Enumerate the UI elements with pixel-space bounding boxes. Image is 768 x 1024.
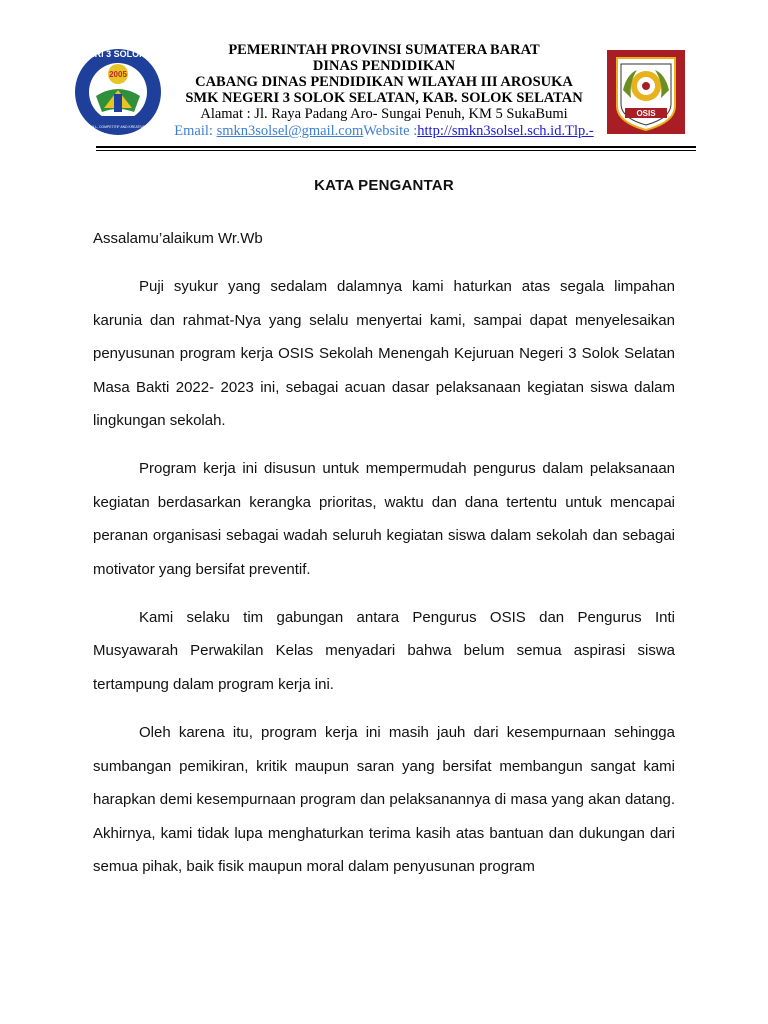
agency-name: DINAS PENDIDIKAN [312, 58, 456, 74]
letterhead-rule-thin [96, 150, 696, 151]
school-emblem-icon [46, 46, 190, 138]
paragraph: Oleh karena itu, program kerja ini masih jauh dari kesempurnaan sehingga sumbangan pemikiran, kritik maupun saran yang bersifat membangun sangat kami harapkan demi kesempurnaan program dan pelaksanannya di masa yang akan datang. Akhirnya, kami tidak lupa menghaturkan terima kasih atas bantuan dan dukungan dari semua pihak, baik fisik maupun moral dalam penyusunan program [93, 724, 675, 875]
website-label: Website : [363, 123, 418, 139]
paragraph: Kami selaku tim gabungan antara Pengurus OSIS dan Pengurus Inti Musyawarah Perwakilan Kelas menyadari bahwa belum semua aspirasi siswa tertampung dalam program kerja ini. [93, 609, 675, 693]
document-title: KATA PENGANTAR [314, 177, 454, 194]
website-link[interactable]: http://smkn3solsel.sch.id.Tlp.- [417, 123, 594, 139]
government-name: PEMERINTAH PROVINSI SUMATERA BARAT [228, 42, 540, 58]
osis-emblem-icon [607, 50, 685, 134]
osis-label: OSIS [636, 109, 656, 118]
school-address: Alamat : Jl. Raya Padang Aro- Sungai Penuh, KM 5 SukaBumi [200, 106, 568, 122]
email-label: Email: [174, 123, 217, 139]
document-body [93, 222, 675, 898]
letterhead-rule-thick [96, 146, 696, 148]
emblem-motto: SKILL, COMPETITIF AND KREATIVITY [87, 125, 149, 129]
school-name: SMK NEGERI 3 SOLOK SELATAN, KAB. SOLOK SELATAN [185, 90, 583, 106]
branch-office-name: CABANG DINAS PENDIDIKAN WILAYAH III AROSUKA [195, 74, 573, 90]
paragraph: Puji syukur yang sedalam dalamnya kami haturkan atas segala limpahan karunia dan rahmat-Nya yang selalu menyertai kami, sampai dapat menyelesaikan penyusunan program kerja OSIS Sekolah Menengah Kejuruan Negeri 3 Solok Selatan Masa Bakti 2022- 2023 ini, sebagai acuan dasar pelaksanaan kegiatan siswa dalam lingkungan sekolah. [93, 278, 675, 430]
emblem-ring-text: SMK NEGERI 3 SOLOK SELATAN [46, 49, 190, 59]
emblem-year: 2005 [109, 70, 127, 79]
letterhead [0, 0, 768, 160]
contact-line [160, 122, 608, 140]
email-link[interactable]: smkn3solsel@gmail.com [216, 123, 364, 139]
paragraph: Program kerja ini disusun untuk mempermudah pengurus dalam pelaksanaan kegiatan berdasarkan kerangka prioritas, waktu dan dana tertentu untuk mencapai peranan organisasi sebagai wadah seluruh kegiatan siswa dalam sekolah dan sebagai motivator yang bersifat preventif. [93, 460, 675, 578]
greeting: Assalamu’alaikum Wr.Wb [93, 230, 263, 247]
letterhead-text [160, 42, 608, 140]
